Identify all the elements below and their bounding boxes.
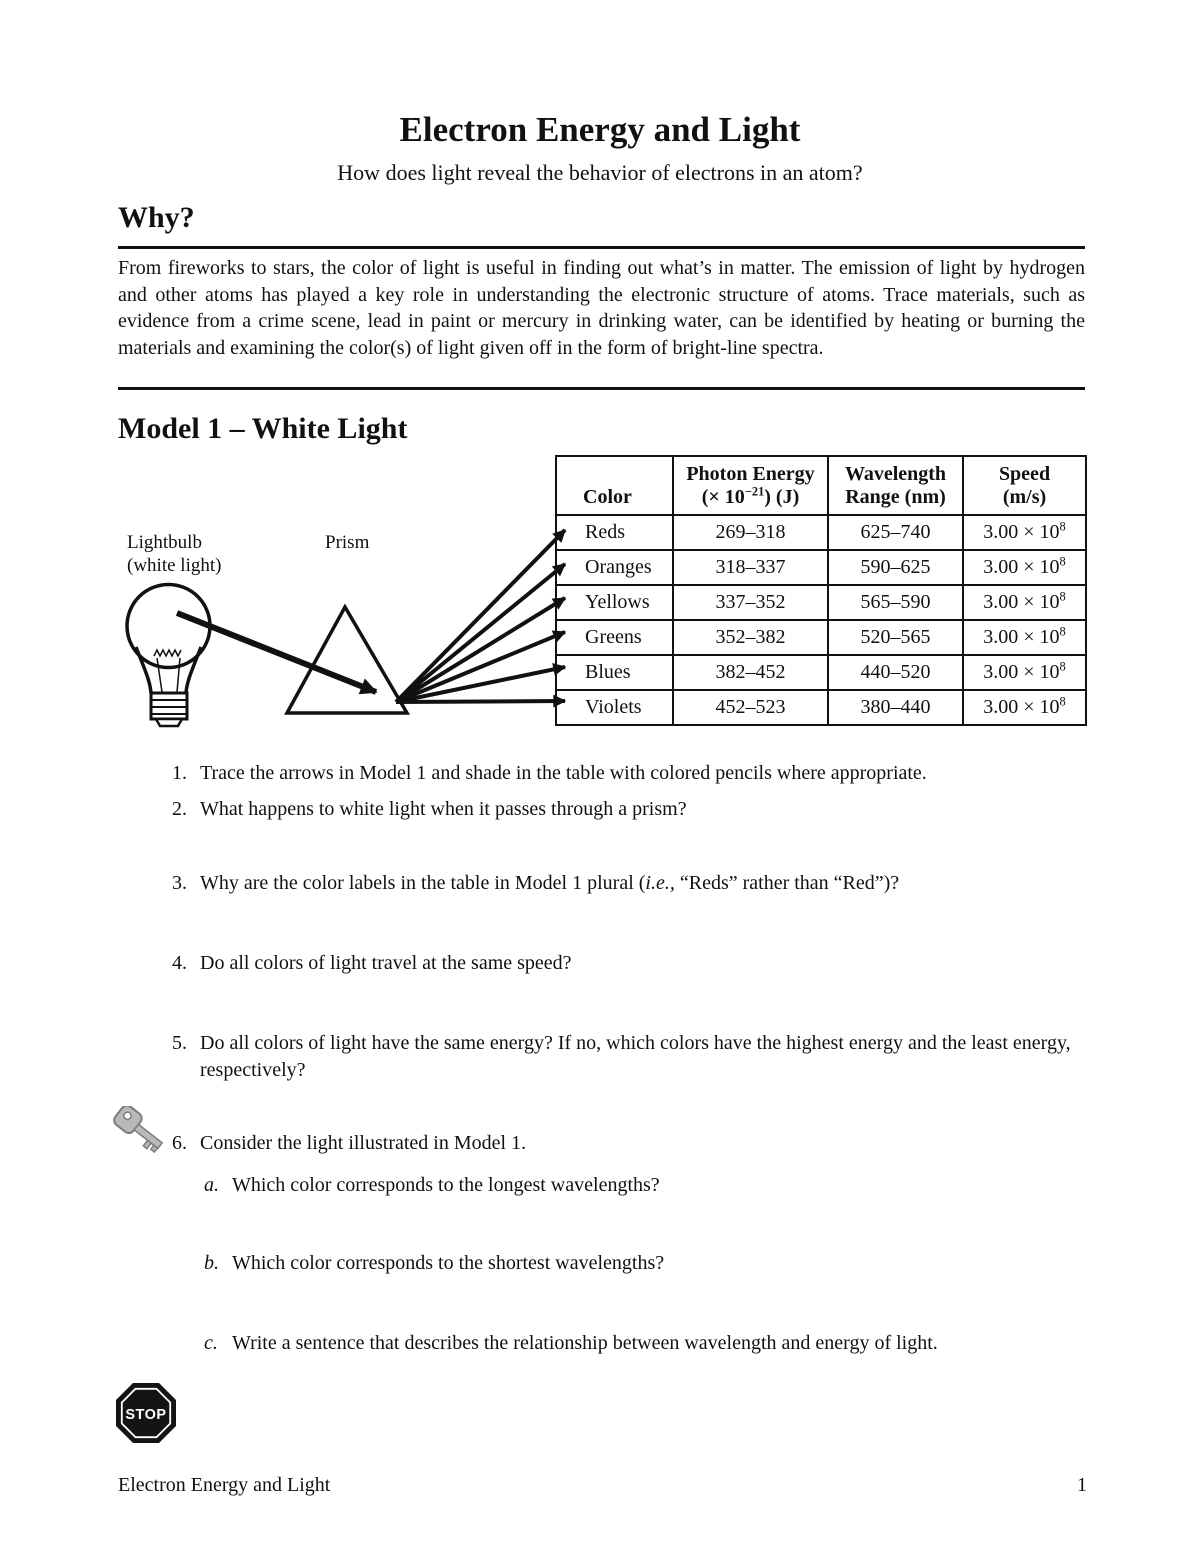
table-row-violets xyxy=(556,690,1086,725)
speed-base: 3.00 × 10 xyxy=(983,521,1060,543)
cell-speed xyxy=(963,690,1086,725)
question-letter: c. xyxy=(204,1332,218,1354)
question-letter: a. xyxy=(204,1174,219,1196)
question-6 xyxy=(172,1130,1077,1157)
question-text xyxy=(200,872,899,894)
why-heading: Why? xyxy=(118,201,195,234)
question-number: 3. xyxy=(172,872,187,894)
energy-header-line1: Photon Energy xyxy=(686,462,815,485)
question-number: 2. xyxy=(172,798,187,820)
cell-wavelength: 565–590 xyxy=(828,585,963,620)
question-text: Write a sentence that describes the relationship between wavelength and energy of light. xyxy=(232,1332,938,1354)
spectrum-arrow-violets xyxy=(396,701,565,702)
cell-energy: 452–523 xyxy=(673,690,828,725)
cell-energy: 318–337 xyxy=(673,550,828,585)
cell-color: Oranges xyxy=(556,550,673,585)
question-6a xyxy=(204,1172,1064,1199)
why-paragraph: From fireworks to stars, the color of light is useful in finding out what’s in matter. The emission of light by hydrogen and other atoms has played a key role in understanding the electronic structure of atoms. Trace materials, such as evidence from a crime scene, lead in paint or mercury in drinking water, can be identified by heating or burning the materials and examining the color(s) of light given off in the form of bright-line spectra. xyxy=(118,257,1085,359)
footer-title: Electron Energy and Light xyxy=(118,1474,331,1496)
question-text: Trace the arrows in Model 1 and shade in the table with colored pencils where appropriate. xyxy=(200,762,927,784)
white-light-arrow xyxy=(177,613,376,692)
spectrum-arrow-greens xyxy=(396,632,565,702)
page-title: Electron Energy and Light xyxy=(399,110,801,149)
lightbulb-label xyxy=(127,531,221,577)
why-divider-bottom xyxy=(118,387,1085,390)
question-3 xyxy=(172,870,1077,897)
wavelength-header-line2: Range (nm) xyxy=(845,485,946,508)
question-number: 4. xyxy=(172,952,187,974)
question-number: 5. xyxy=(172,1032,187,1054)
model1-heading: Model 1 – White Light xyxy=(118,412,408,445)
page-subtitle: How does light reveal the behavior of electrons in an atom? xyxy=(337,160,863,185)
question-text: What happens to white light when it passes through a prism? xyxy=(200,798,687,820)
question-5 xyxy=(172,1030,1077,1084)
cell-wavelength: 625–740 xyxy=(828,515,963,550)
speed-base: 3.00 × 10 xyxy=(983,626,1060,648)
question-text-emph: i.e., xyxy=(645,872,675,894)
lightbulb-label-line2: (white light) xyxy=(127,555,222,576)
why-divider-top xyxy=(118,246,1085,249)
cell-speed xyxy=(963,585,1086,620)
speed-base: 3.00 × 10 xyxy=(983,556,1060,578)
table-row-blues xyxy=(556,655,1086,690)
prism-icon xyxy=(287,607,407,713)
table-row-oranges xyxy=(556,550,1086,585)
speed-sup: 8 xyxy=(1059,624,1066,639)
page-number: 1 xyxy=(1077,1474,1087,1496)
question-6b xyxy=(204,1250,1064,1277)
model1-table xyxy=(555,455,1087,726)
speed-sup: 8 xyxy=(1059,659,1066,674)
question-text: Which color corresponds to the shortest wavelengths? xyxy=(232,1252,665,1274)
speed-base: 3.00 × 10 xyxy=(983,591,1060,613)
cell-energy: 382–452 xyxy=(673,655,828,690)
cell-speed xyxy=(963,620,1086,655)
column-header-speed xyxy=(963,456,1086,515)
cell-energy: 352–382 xyxy=(673,620,828,655)
column-header-wavelength xyxy=(828,456,963,515)
question-text-pre: Why are the color labels in the table in Model 1 plural ( xyxy=(200,872,646,894)
question-text: Do all colors of light have the same energy? If no, which colors have the highest energy and the least energy, respectively? xyxy=(200,1032,1071,1081)
prism-label: Prism xyxy=(325,532,370,553)
question-text-post: “Reds” rather than “Red”)? xyxy=(674,872,900,894)
speed-base: 3.00 × 10 xyxy=(983,661,1060,683)
energy-header-line2-pre: (× 10 xyxy=(701,485,745,508)
spectrum-arrow-blues xyxy=(396,667,565,702)
speed-base: 3.00 × 10 xyxy=(983,696,1060,718)
question-4 xyxy=(172,950,1077,977)
cell-energy: 337–352 xyxy=(673,585,828,620)
table-row-greens xyxy=(556,620,1086,655)
speed-header-line1: Speed xyxy=(998,462,1051,485)
question-number: 1. xyxy=(172,762,187,784)
cell-color: Blues xyxy=(556,655,673,690)
cell-color: Violets xyxy=(556,690,673,725)
column-header-color: Color xyxy=(556,456,673,515)
cell-color: Yellows xyxy=(556,585,673,620)
table-row-yellows xyxy=(556,585,1086,620)
cell-wavelength: 440–520 xyxy=(828,655,963,690)
cell-speed xyxy=(963,515,1086,550)
energy-header-line2-post: ) (J) xyxy=(764,485,800,508)
speed-sup: 8 xyxy=(1059,554,1066,569)
wavelength-header-line1: Wavelength xyxy=(844,462,947,485)
question-text: Do all colors of light travel at the same speed? xyxy=(200,952,572,974)
key-icon xyxy=(110,1106,172,1162)
spectrum-arrow-yellows xyxy=(396,598,565,702)
speed-header-line2: (m/s) xyxy=(1002,485,1047,508)
stop-sign-icon xyxy=(115,1382,178,1445)
cell-wavelength: 590–625 xyxy=(828,550,963,585)
cell-color: Greens xyxy=(556,620,673,655)
spectrum-arrow-reds xyxy=(396,530,565,702)
column-header-photon-energy xyxy=(673,456,828,515)
spectrum-arrows xyxy=(396,530,565,702)
question-text: Consider the light illustrated in Model 1. xyxy=(200,1132,527,1154)
question-letter: b. xyxy=(204,1252,219,1274)
cell-wavelength: 520–565 xyxy=(828,620,963,655)
table-row-reds xyxy=(556,515,1086,550)
spectrum-arrow-oranges xyxy=(396,564,565,702)
stop-sign-label: STOP xyxy=(125,1407,167,1423)
question-number: 6. xyxy=(172,1132,187,1154)
speed-sup: 8 xyxy=(1059,694,1066,709)
question-1 xyxy=(172,760,1077,787)
table-header-row xyxy=(556,456,1086,515)
question-2 xyxy=(172,796,1077,823)
cell-energy: 269–318 xyxy=(673,515,828,550)
lightbulb-icon xyxy=(127,585,210,727)
question-text: Which color corresponds to the longest wavelengths? xyxy=(232,1174,660,1196)
cell-wavelength: 380–440 xyxy=(828,690,963,725)
cell-speed xyxy=(963,550,1086,585)
energy-header-sup: −21 xyxy=(744,483,765,498)
lightbulb-label-line1: Lightbulb xyxy=(127,532,202,553)
cell-color: Reds xyxy=(556,515,673,550)
speed-sup: 8 xyxy=(1059,589,1066,604)
speed-sup: 8 xyxy=(1059,519,1066,534)
cell-speed xyxy=(963,655,1086,690)
model1-diagram xyxy=(100,440,600,740)
question-6c xyxy=(204,1330,1064,1357)
